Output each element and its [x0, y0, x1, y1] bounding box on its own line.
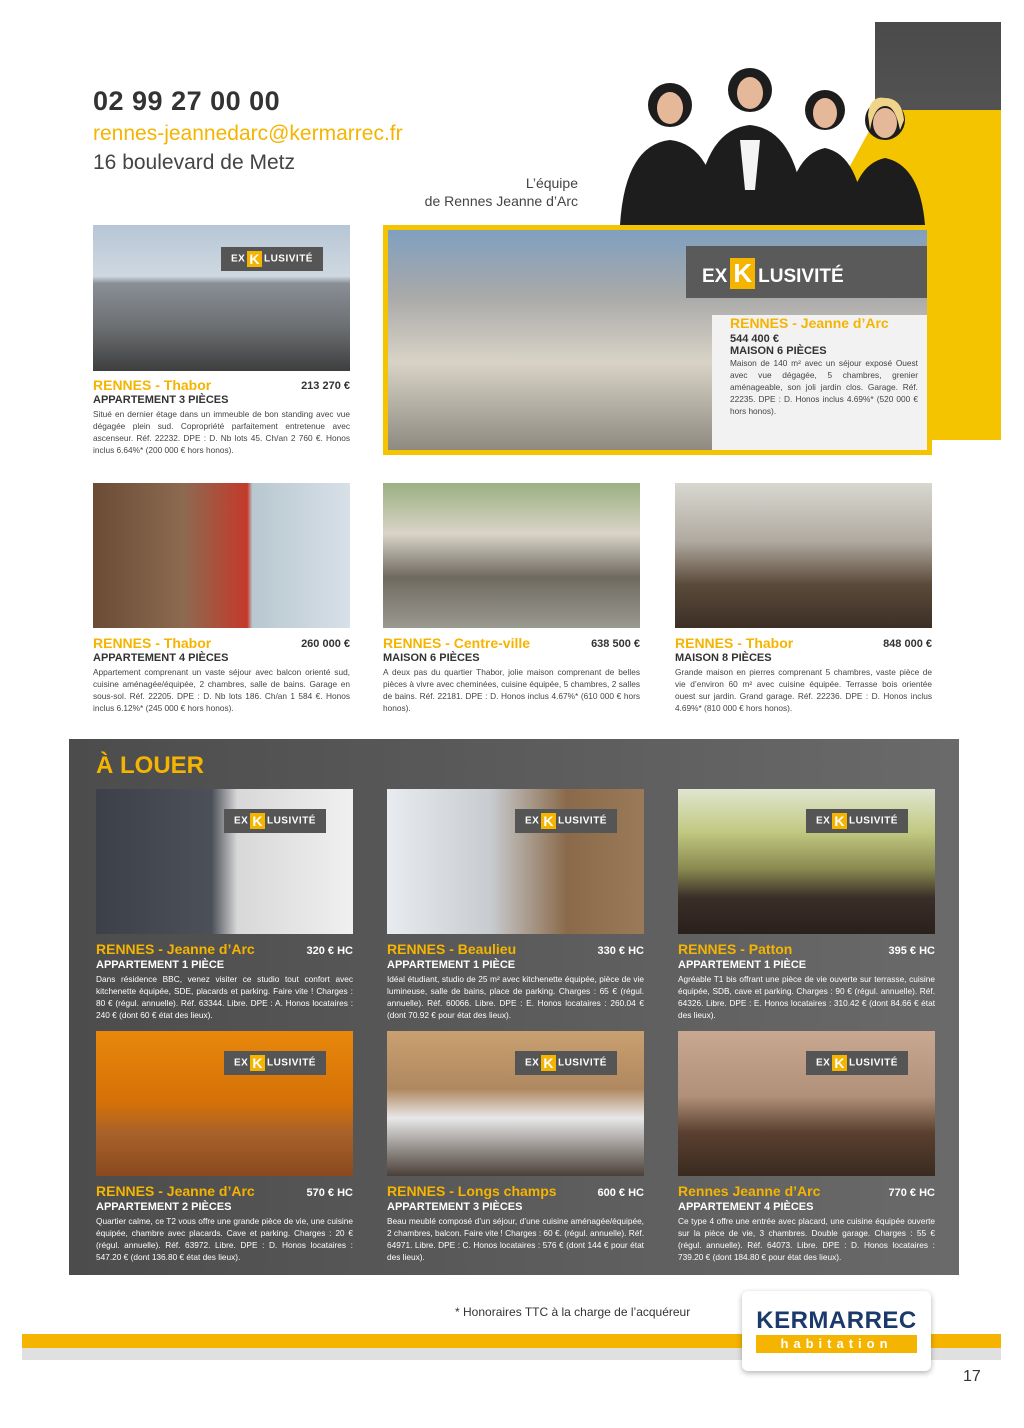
featured-badge-ex: EX: [702, 266, 728, 287]
exclusivite-badge: [515, 809, 617, 833]
listing-description: Appartement comprenant un vaste séjour avec balcon orienté sud, cuisine aménagée/équipée, 2 chambres, salle de bains. Garage en sous-sol. Réf. 22205. DPE : D. Nb lots 186. Ch/an 1 584 €. Honos inclus 6.12%* (245 000 € hors honos).: [93, 667, 350, 713]
rental-type: APPARTEMENT 1 PIÈCE: [678, 959, 807, 971]
logo-subtitle: habitation: [756, 1335, 917, 1353]
featured-type: MAISON 6 PIÈCES: [730, 345, 827, 357]
listing-title[interactable]: RENNES - Thabor: [93, 635, 212, 651]
listing-price: 260 000 €: [301, 638, 350, 650]
badge-k: K: [834, 1055, 845, 1071]
agency-address: 16 boulevard de Metz: [93, 151, 295, 174]
rental-title[interactable]: RENNES - Beaulieu: [387, 941, 517, 957]
rental-title[interactable]: RENNES - Patton: [678, 941, 793, 957]
listing-description: A deux pas du quartier Thabor, jolie maison comprenant de belles pièces à vivre avec cheminées, cuisine équipée, 5 chambres, 2 salles de bains. Réf. 22181. DPE : D. Honos inclus 4.67%* (610 000 € hors honos).: [383, 667, 640, 713]
rental-price: 395 € HC: [888, 945, 935, 957]
rental-type: APPARTEMENT 2 PIÈCES: [96, 1201, 232, 1213]
featured-badge-rest: LUSIVITÉ: [758, 266, 844, 287]
badge-ex: EX: [525, 1057, 540, 1069]
rental-type: APPARTEMENT 1 PIÈCE: [96, 959, 225, 971]
listing-photo[interactable]: [93, 483, 350, 628]
listing-type: MAISON 8 PIÈCES: [675, 652, 772, 664]
team-caption: [400, 174, 578, 210]
rental-photo[interactable]: [678, 789, 935, 934]
team-photo: [610, 60, 930, 225]
rental-description: Beau meublé composé d’un séjour, d’une cuisine aménagée/équipée, 2 chambres, balcon. Faire vite ! Charges : 60 €. (régul. annuelle). Réf. 64971. Libre. DPE : C. Honos locataires : 576 € (dont 144 € pour état des lieux).: [387, 1216, 644, 1262]
page-number: 17: [963, 1368, 981, 1385]
featured-title[interactable]: RENNES - Jeanne d’Arc: [730, 315, 889, 331]
rental-price: 330 € HC: [597, 945, 644, 957]
listing-price: 848 000 €: [883, 638, 932, 650]
listing-title[interactable]: RENNES - Thabor: [675, 635, 794, 651]
badge-ex: EX: [234, 815, 249, 827]
exclusivite-badge: [224, 809, 326, 833]
team-caption-line2: de Rennes Jeanne d’Arc: [424, 193, 578, 209]
rental-title[interactable]: RENNES - Longs champs: [387, 1183, 557, 1199]
exclusivite-badge: [224, 1051, 326, 1075]
logo-name: KERMARREC: [756, 1307, 917, 1334]
rental-title[interactable]: RENNES - Jeanne d’Arc: [96, 1183, 255, 1199]
rental-description: Ce type 4 offre une entrée avec placard, une cuisine équipée ouverte sur la pièce de vie, 3 chambres. Double garage. Charges : 55 € (régul. annuelle). Réf. 64073. Libre. DPE : D. Honos locataires : 739.20 € (dont 184.80 € pour état des lieux).: [678, 1216, 935, 1262]
badge-k: K: [834, 813, 845, 829]
exclusivite-badge: [806, 1051, 908, 1075]
listing-photo[interactable]: [675, 483, 932, 628]
rental-photo[interactable]: [387, 789, 644, 934]
badge-rest: LUSIVITÉ: [848, 815, 898, 827]
badge-k: K: [543, 1055, 554, 1071]
rental-photo[interactable]: [96, 789, 353, 934]
badge-ex: EX: [816, 1057, 831, 1069]
badge-k: K: [543, 813, 554, 829]
rental-description: Agréable T1 bis offrant une pièce de vie ouverte sur terrasse, cuisine équipée, SDB, cave et parking. Charges : 90 € (régul. annuelle). Réf. 64326. Libre. DPE : E. Honos locataires : 310.42 € (dont 84.66 € état des lieux).: [678, 974, 935, 1020]
badge-ex: EX: [231, 253, 246, 265]
badge-k: K: [249, 251, 260, 267]
listing-type: MAISON 6 PIÈCES: [383, 652, 480, 664]
badge-rest: LUSIVITÉ: [557, 1057, 607, 1069]
brand-logo[interactable]: [742, 1291, 931, 1371]
rental-type: APPARTEMENT 3 PIÈCES: [387, 1201, 523, 1213]
featured-badge-k: K: [730, 258, 755, 289]
listing-type: APPARTEMENT 3 PIÈCES: [93, 394, 229, 406]
listing-type: APPARTEMENT 4 PIÈCES: [93, 652, 229, 664]
rental-price: 600 € HC: [597, 1187, 644, 1199]
agency-email[interactable]: rennes-jeannedarc@kermarrec.fr: [93, 122, 403, 145]
badge-rest: LUSIVITÉ: [848, 1057, 898, 1069]
rental-price: 770 € HC: [888, 1187, 935, 1199]
badge-rest: LUSIVITÉ: [557, 815, 607, 827]
badge-ex: EX: [525, 815, 540, 827]
featured-price: 544 400 €: [730, 333, 779, 345]
rental-photo[interactable]: [387, 1031, 644, 1176]
rental-type: APPARTEMENT 1 PIÈCE: [387, 959, 516, 971]
agency-phone[interactable]: 02 99 27 00 00: [93, 86, 281, 116]
listing-title[interactable]: RENNES - Centre-ville: [383, 635, 531, 651]
listing-photo[interactable]: [383, 483, 640, 628]
badge-ex: EX: [234, 1057, 249, 1069]
listing-title[interactable]: RENNES - Thabor: [93, 377, 212, 393]
rentals-heading: À LOUER: [96, 752, 204, 779]
listing-photo[interactable]: [93, 225, 350, 371]
featured-info-panel: [712, 315, 927, 450]
rental-title[interactable]: Rennes Jeanne d’Arc: [678, 1183, 821, 1199]
rental-photo[interactable]: [96, 1031, 353, 1176]
rental-type: APPARTEMENT 4 PIÈCES: [678, 1201, 814, 1213]
listing-description: Situé en dernier étage dans un immeuble de bon standing avec vue dégagée plein sud. Copropriété parfaitement entretenue avec ascenseur. Réf. 22232. DPE : D. Nb lots 45. Ch/an 2 760 €. Honos inclus 6.64%* (200 000 € hors honos).: [93, 409, 350, 455]
badge-rest: LUSIVITÉ: [266, 815, 316, 827]
featured-listing[interactable]: [383, 225, 932, 455]
badge-ex: EX: [816, 815, 831, 827]
badge-k: K: [252, 1055, 263, 1071]
exclusivite-badge: [515, 1051, 617, 1075]
badge-rest: LUSIVITÉ: [263, 253, 313, 265]
listing-price: 638 500 €: [591, 638, 640, 650]
rental-photo[interactable]: [678, 1031, 935, 1176]
featured-badge: [686, 246, 927, 298]
rental-price: 320 € HC: [306, 945, 353, 957]
badge-rest: LUSIVITÉ: [266, 1057, 316, 1069]
rental-price: 570 € HC: [306, 1187, 353, 1199]
exclusivite-badge: [221, 247, 323, 271]
rental-title[interactable]: RENNES - Jeanne d’Arc: [96, 941, 255, 957]
listing-description: Grande maison en pierres comprenant 5 chambres, vaste pièce de vie d’environ 60 m² avec cuisine équipée. Terrasse bois orientée ouest sur jardin. Grand garage. Réf. 22236. DPE : D. Honos inclus 4.69%* (810 000 € hors honos).: [675, 667, 932, 713]
footnote: * Honoraires TTC à la charge de l’acquéreur: [455, 1305, 691, 1319]
badge-k: K: [252, 813, 263, 829]
rental-description: Quartier calme, ce T2 vous offre une grande pièce de vie, une cuisine équipée, chambre avec placards. Cave et parking. Charges : 20 € (régul. annuelle). Réf. 63972. Libre. DPE : D. Honos locataires : 547.20 € (dont 136.80 € état des lieux).: [96, 1216, 353, 1262]
rental-description: Dans résidence BBC, venez visiter ce studio tout confort avec kitchenette équipée, SDE, placards et parking. Faire vite ! Charges : 80 € (régul. annuelle). Réf. 63344. Libre. DPE : A. Honos locataires : 240 € (dont 60 € état des lieux).: [96, 974, 353, 1020]
exclusivite-badge: [806, 809, 908, 833]
rental-description: Idéal étudiant, studio de 25 m² avec kitchenette équipée, pièce de vie lumineuse, salle de bains, place de parking. Charges : 65 € (régul. annuelle). Réf. 60066. Libre. DPE : E. Honos locataires : 260.04 € (dont 70.92 € pour état des lieux).: [387, 974, 644, 1020]
listing-price: 213 270 €: [301, 380, 350, 392]
featured-description: Maison de 140 m² avec un séjour exposé Ouest avec vue dégagée, 5 chambres, grenier aménageable, son joli jardin clos. Garage. Réf. 22235. DPE : D. Honos inclus 4.69%* (520 000 € hors honos).: [730, 358, 918, 416]
team-caption-line1: L’équipe: [525, 175, 578, 191]
